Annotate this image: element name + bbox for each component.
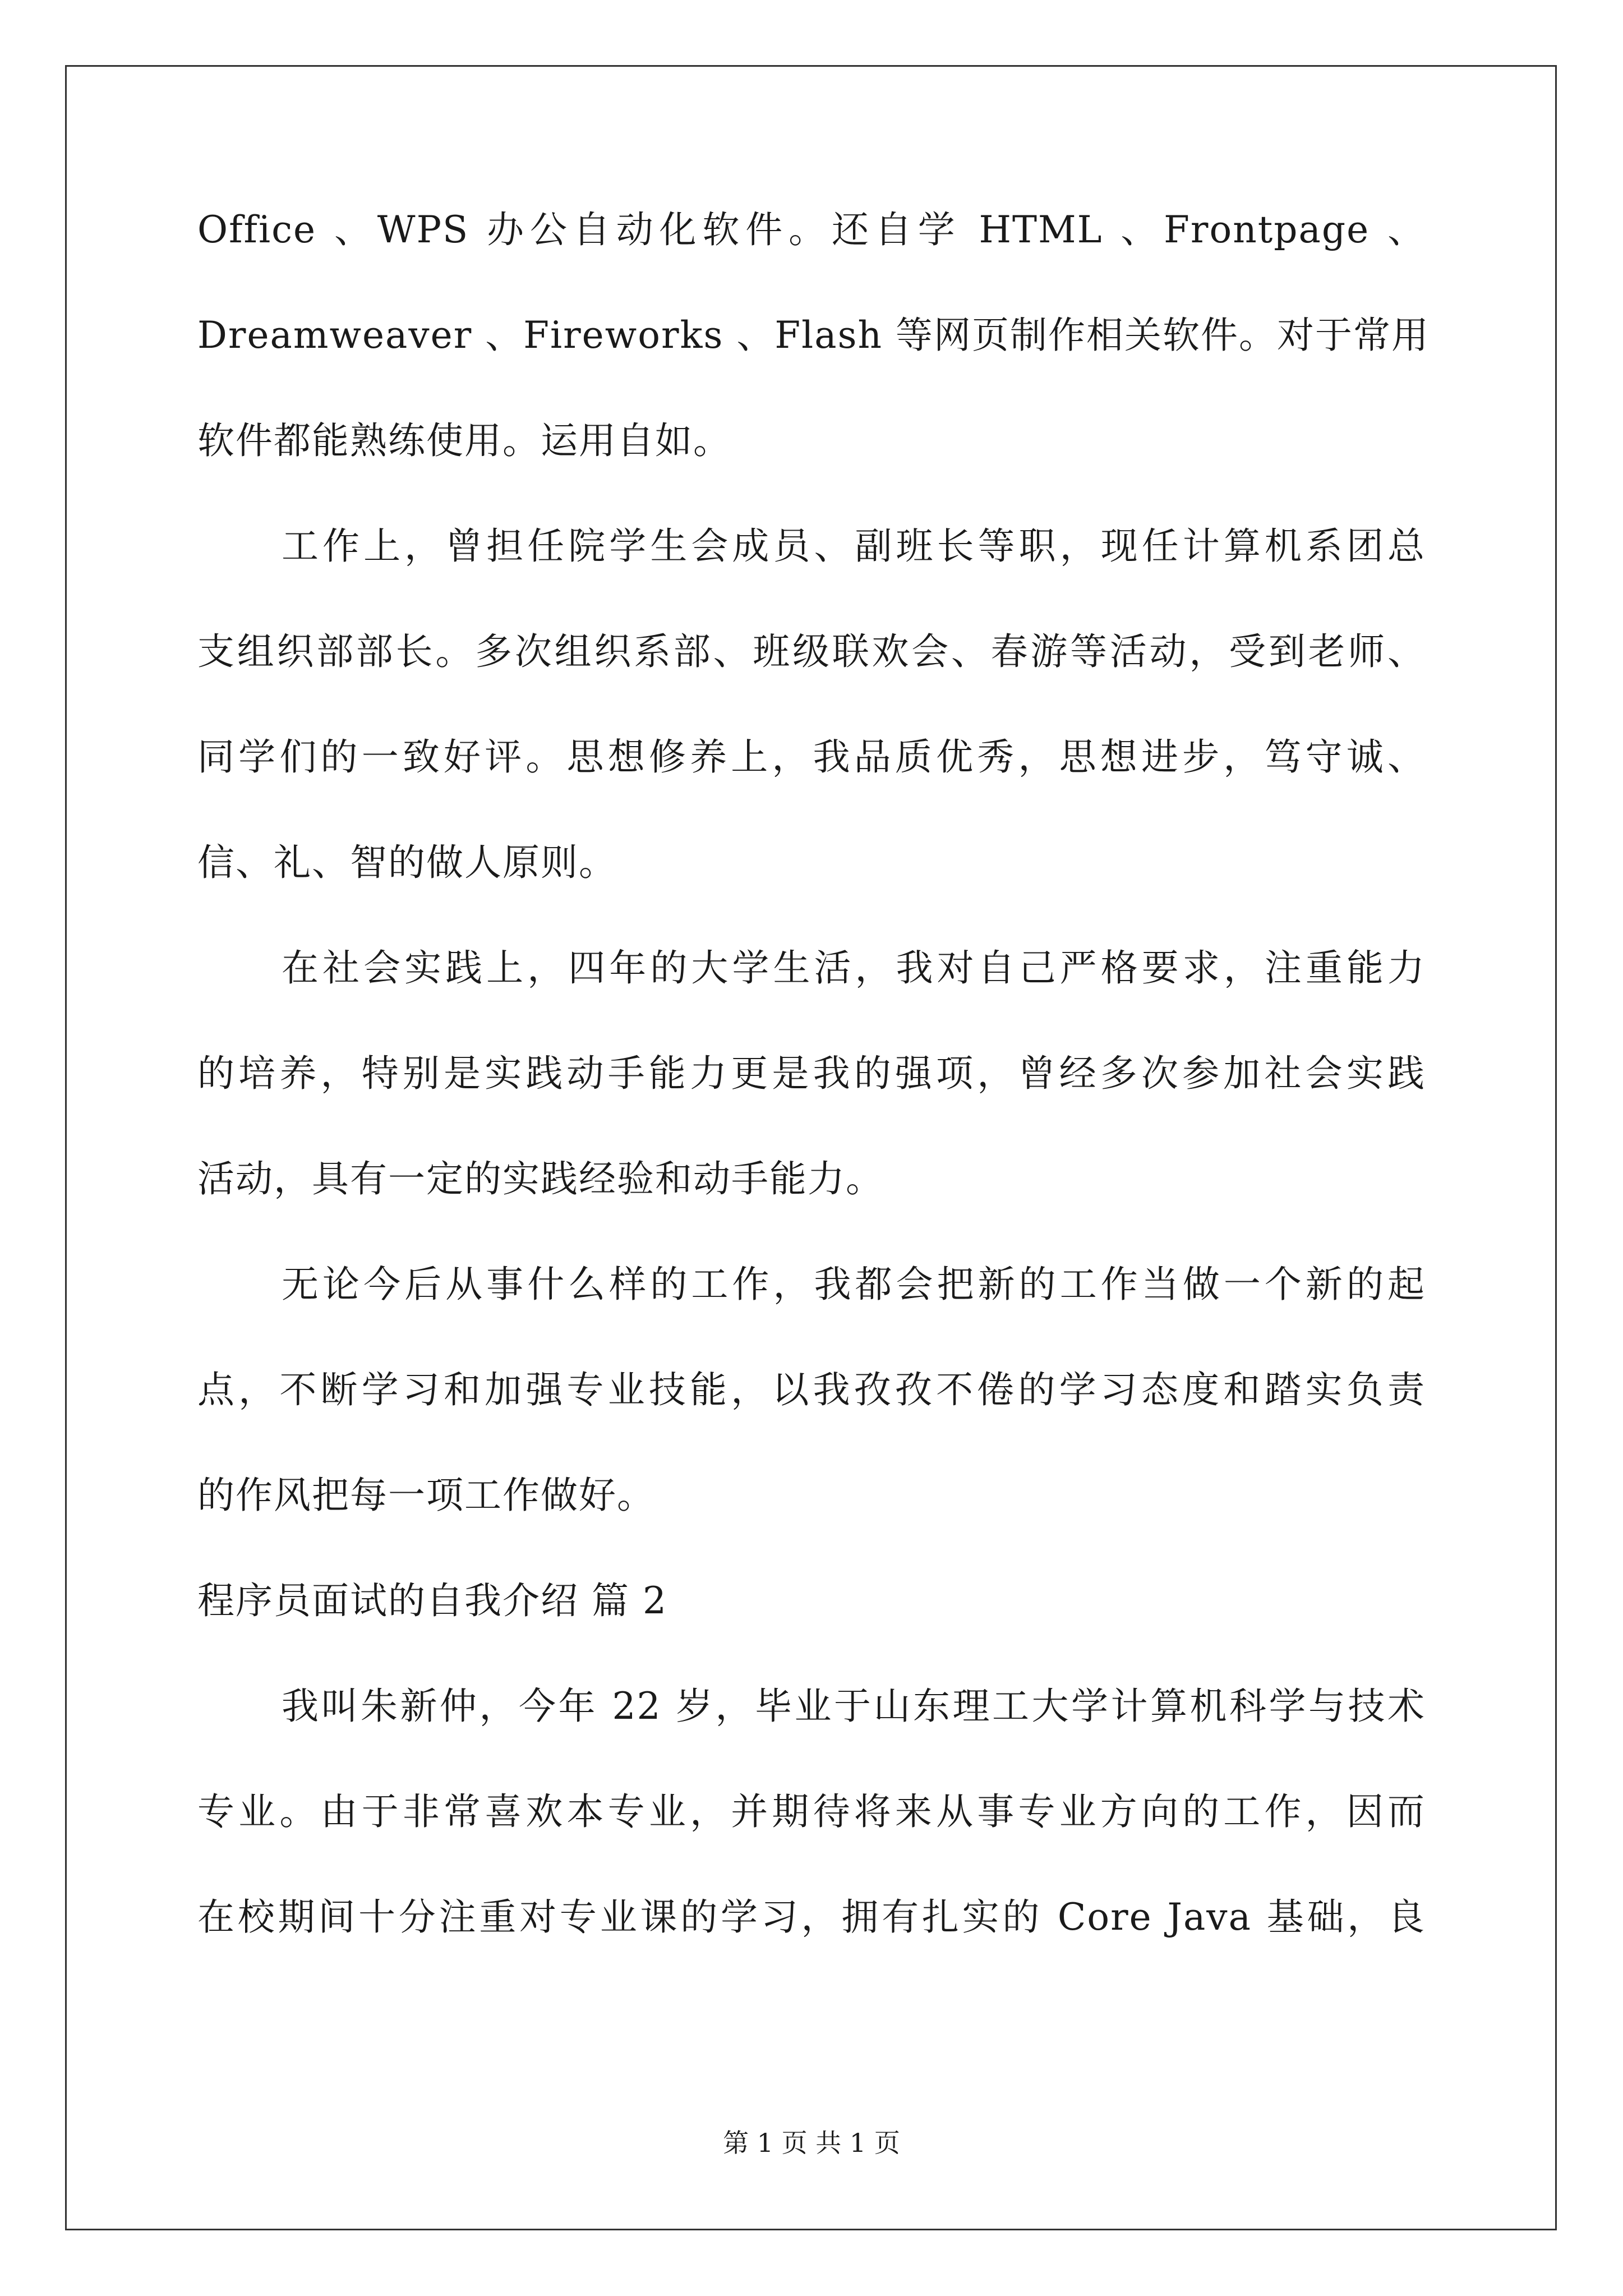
text-line: 软件都能熟练使用。运用自如。 [197,419,731,462]
page-number-footer: 第 1 页 共 1 页 [723,2128,900,2158]
paragraph-first-line: 工作上，曾担任院学生会成员、副班长等职，现任计算机系团总 [282,524,1426,568]
text-line: 的培养，特别是实践动手能力更是我的强项，曾经多次参加社会实践 [197,1052,1426,1095]
text-line: 的作风把每一项工作做好。 [197,1474,655,1517]
text-line: 同学们的一致好评。思想修养上，我品质优秀，思想进步，笃守诚、 [197,735,1426,779]
text-line: 信、礼、智的做人原则。 [197,841,617,884]
text-line: 活动，具有一定的实践经验和动手能力。 [197,1157,884,1200]
paragraph-first-line: 在社会实践上，四年的大学生活，我对自己严格要求，注重能力 [282,946,1426,990]
text-line: Dreamweaver 、Fireworks 、Flash 等网页制作相关软件。对于常用 [197,314,1430,357]
section-heading: 程序员面试的自我介绍 篇 2 [197,1579,667,1622]
text-line: 支组织部部长。多次组织系部、班级联欢会、春游等活动，受到老师、 [197,630,1426,673]
text-line: Office 、WPS 办公自动化软件。还自学 HTML 、Frontpage 、 [197,208,1426,251]
text-line: 点，不断学习和加强专业技能，以我孜孜不倦的学习态度和踏实负责 [197,1368,1426,1411]
paragraph-first-line: 无论今后从事什么样的工作，我都会把新的工作当做一个新的起 [282,1263,1426,1306]
paragraph-first-line: 我叫朱新仲，今年 22 岁，毕业于山东理工大学计算机科学与技术 [282,1685,1426,1728]
text-line: 在校期间十分注重对专业课的学习，拥有扎实的 Core Java 基础，良 [197,1895,1426,1939]
text-line: 专业。由于非常喜欢本专业，并期待将来从事专业方向的工作，因而 [197,1790,1426,1833]
